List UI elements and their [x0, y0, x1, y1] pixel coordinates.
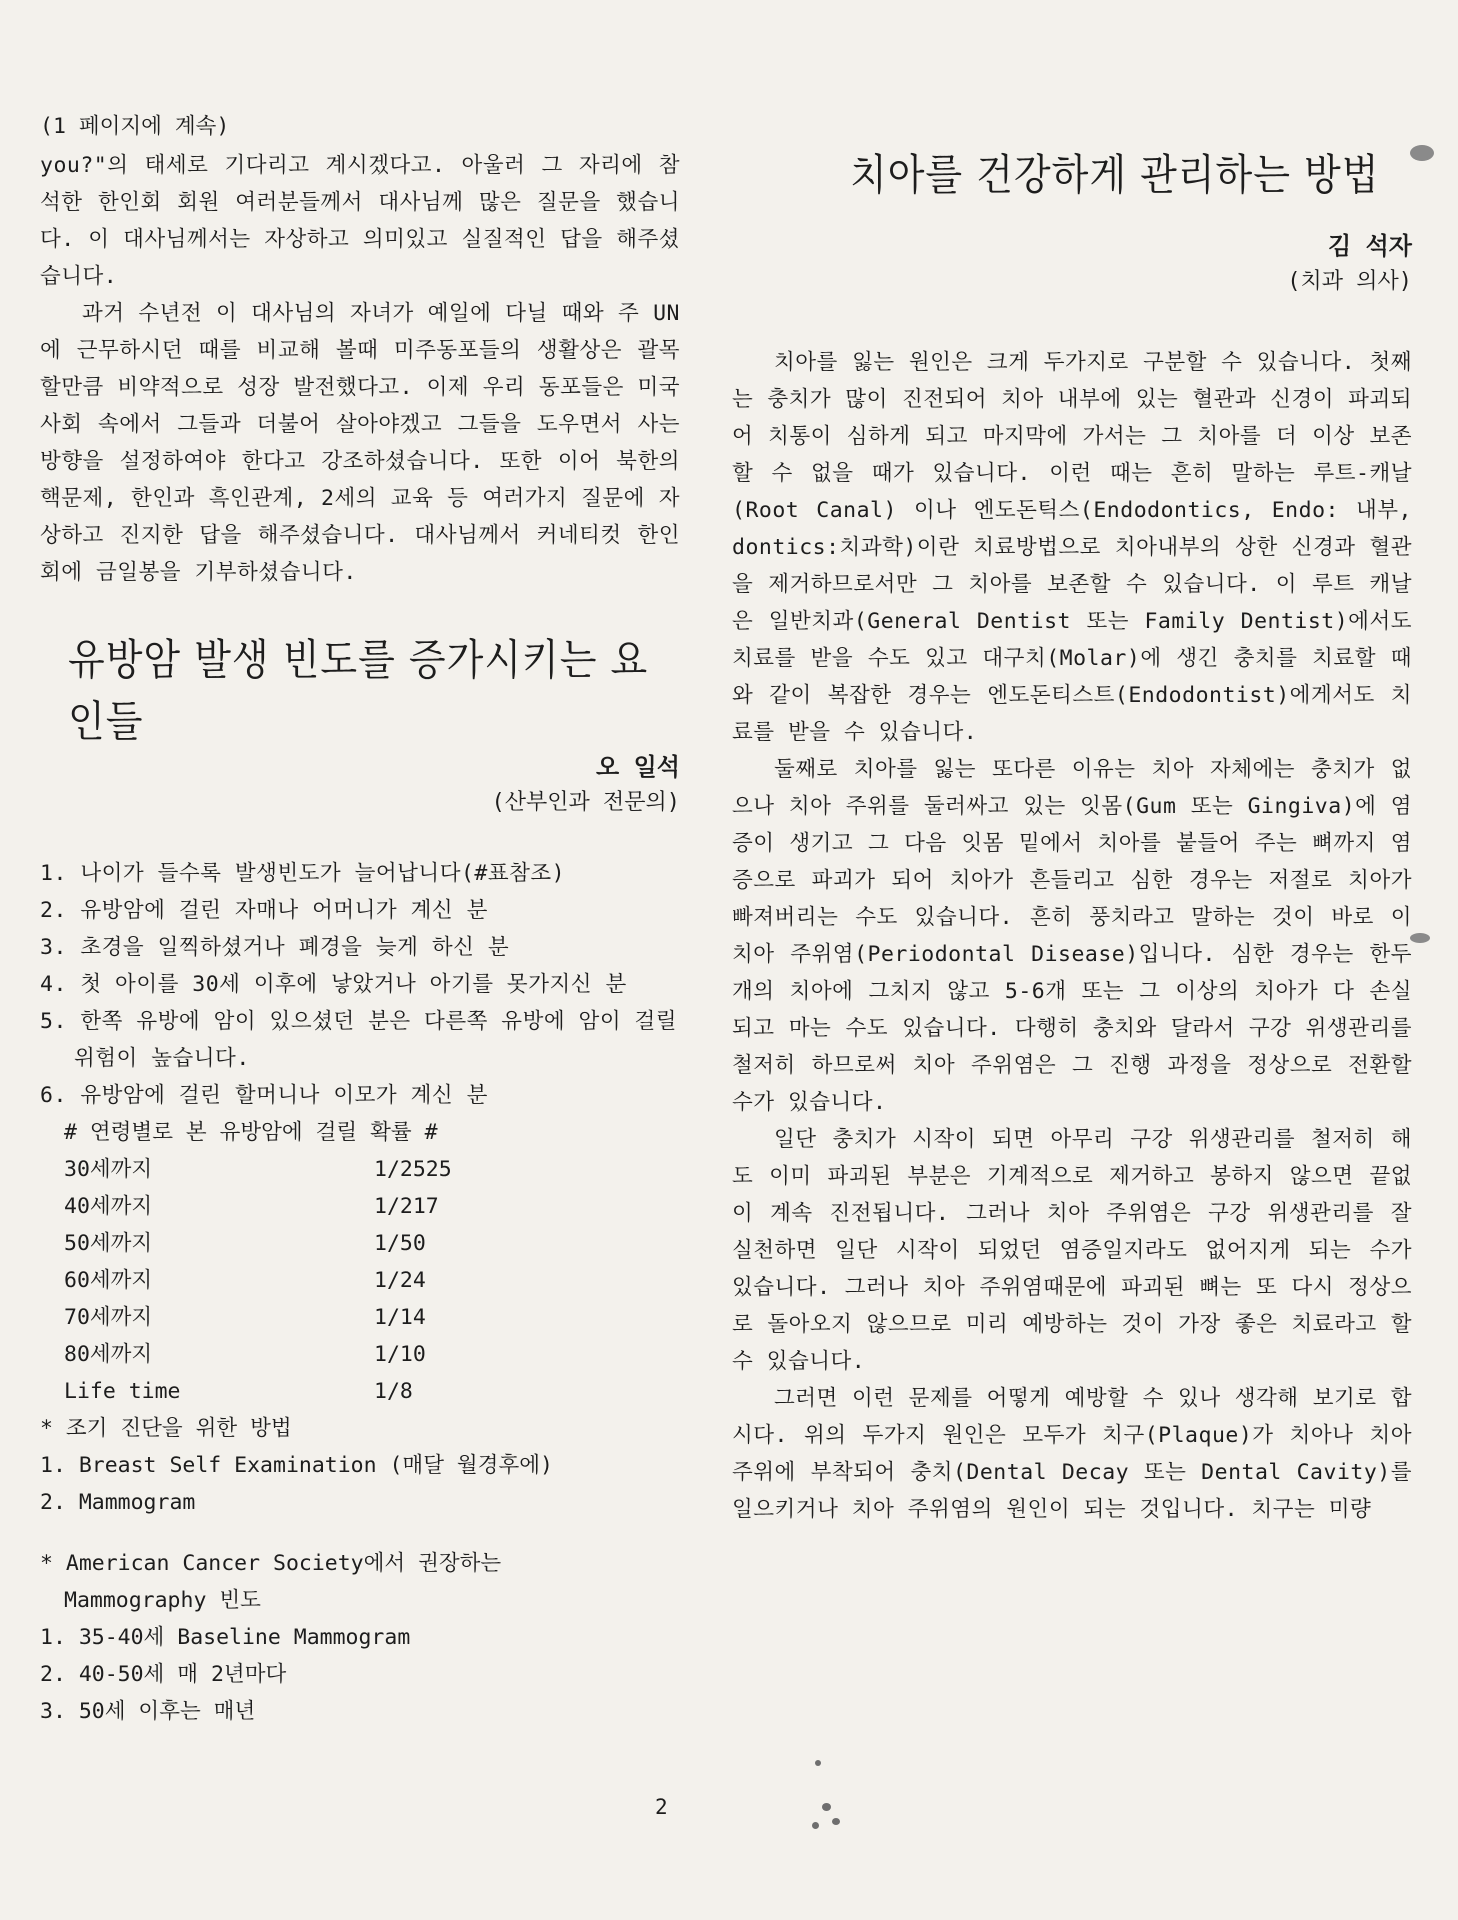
age-cell: 80세까지	[64, 1342, 153, 1367]
list-item: 6. 유방암에 걸린 할머니나 이모가 계신 분	[40, 1083, 488, 1108]
age-risk-table	[64, 1151, 452, 1410]
acs-item: 3. 50세 이후는 매년	[40, 1699, 256, 1724]
age-cell: 50세까지	[64, 1231, 153, 1256]
author-name: 김 석자	[1327, 232, 1412, 260]
early-method-item: 2. Mammogram	[40, 1490, 196, 1515]
early-detection-heading: * 조기 진단을 위한 방법	[40, 1416, 292, 1441]
acs-heading: * American Cancer Society에서 권장하는	[40, 1551, 502, 1576]
breast-cancer-article-title: 유방암 발생 빈도를 증가시키는 요인들	[68, 635, 649, 746]
risk-cell: 1/2525	[374, 1157, 452, 1182]
list-item: 4. 첫 아이를 30세 이후에 낳았거나 아기를 못가지신 분	[40, 972, 627, 997]
acs-heading-continued: Mammography 빈도	[64, 1588, 261, 1613]
article-paragraph: 일단 충치가 시작이 되면 아무리 구강 위생관리를 철저히 해도 이미 파괴된 부분은 기계적으로 제거하고 봉하지 않으면 끝없이 계속 진전됩니다. 그러나 치아 주위염은 구강 위생관리를 잘 실천하면 일단 시작이 되었던 염증일지라도 없어지게 되는 수가 있습니다. 그러나 치아 주위염때문에 파괴된 뼈는 또 다시 정상으로 돌아오지 않으므로 미리 예방하는 것이 가장 좋은 치료라고 할 수 있습니다.	[732, 1127, 1412, 1374]
age-cell: 60세까지	[64, 1268, 153, 1293]
age-cell: 30세까지	[64, 1157, 153, 1182]
table-row	[64, 1262, 452, 1299]
ink-spot	[1410, 145, 1434, 161]
table-row	[64, 1336, 452, 1373]
early-method-item: 1. Breast Self Examination (매달 월경후에)	[40, 1453, 553, 1478]
risk-factor-list	[40, 855, 680, 1114]
ink-spot	[832, 1818, 840, 1825]
risk-cell: 1/217	[374, 1194, 439, 1219]
age-table-heading: # 연령별로 본 유방암에 걸릴 확률 #	[64, 1120, 438, 1145]
table-row	[64, 1299, 452, 1336]
table-row	[64, 1151, 452, 1188]
dental-article-title: 치아를 건강하게 관리하는 방법	[850, 150, 1380, 200]
list-item: 3. 초경을 일찍하셨거나 폐경을 늦게 하신 분	[40, 935, 510, 960]
ink-spot	[815, 1760, 821, 1766]
risk-cell: 1/14	[374, 1305, 426, 1330]
article-paragraph: 그러면 이런 문제를 어떻게 예방할 수 있나 생각해 보기로 합시다. 위의 두가지 원인은 모두가 치구(Plaque)가 치아나 치아주위에 부착되어 충치(Dental Decay 또는 Dental Cavity)를 일으키거나 치아 주위염의 원인이 되는 것입니다. 치구는 미량	[732, 1386, 1412, 1522]
article-paragraph: 치아를 잃는 원인은 크게 두가지로 구분할 수 있습니다. 첫째는 충치가 많이 진전되어 치아 내부에 있는 혈관과 신경이 파괴되어 치통이 심하게 되고 마지막에 가서는 그 치아를 더 이상 보존할 수 없을 때가 있습니다. 이런 때는 흔히 말하는 루트-캐날(Root Canal) 이나 엔도돈틱스(Endodontics, Endo: 내부, dontics:치과학)이란 치료방법으로 치아내부의 상한 신경과 혈관을 제거하므로서만 그 치아를 보존할 수 있습니다. 이 루트 캐날은 일반치과(General Dentist 또는 Family Dentist)에서도 치료를 받을 수도 있고 대구치(Molar)에 생긴 충치를 치료할 때와 같이 복잡한 경우는 엔도돈티스트(Endodontist)에게서도 치료를 받을 수 있습니다.	[732, 350, 1412, 745]
article-paragraph: 과거 수년전 이 대사님의 자녀가 예일에 다닐 때와 주 UN에 근무하시던 때를 비교해 볼때 미주동포들의 생활상은 괄목할만큼 비약적으로 성장 발전했다고. 이제 우리 동포들은 미국 사회 속에서 그들과 더불어 살아야겠고 그들을 도우면서 사는 방향을 설정하여야 한다고 강조하셨습니다. 또한 이어 북한의 핵문제, 한인과 흑인관계, 2세의 교육 등 여러가지 질문에 자상하고 진지한 답을 해주셨습니다. 대사님께서 커네티컷 한인회에 금일봉을 기부하셨습니다.	[40, 301, 680, 585]
left-column	[40, 108, 680, 1730]
risk-cell: 1/10	[374, 1342, 426, 1367]
ink-spot	[822, 1803, 831, 1811]
list-item: 2. 유방암에 걸린 자매나 어머니가 계신 분	[40, 898, 488, 923]
table-row	[64, 1373, 452, 1410]
ink-spot	[1410, 933, 1430, 943]
table-row	[64, 1225, 452, 1262]
right-column	[732, 228, 1412, 1528]
author-title: (치과 의사)	[1287, 269, 1412, 294]
list-item: 5. 한쪽 유방에 암이 있으셨던 분은 다른쪽 유방에 암이 걸릴 위험이 높습니다.	[40, 1009, 678, 1071]
acs-item: 2. 40-50세 매 2년마다	[40, 1662, 287, 1687]
risk-cell: 1/50	[374, 1231, 426, 1256]
author-name: 오 일석	[595, 753, 680, 781]
age-cell: Life time	[64, 1379, 181, 1404]
continuation-note: (1 페이지에 계속)	[40, 114, 230, 139]
risk-cell: 1/24	[374, 1268, 426, 1293]
list-item: 1. 나이가 들수록 발생빈도가 늘어납니다(#표참조)	[40, 861, 566, 886]
table-row	[64, 1188, 452, 1225]
article-paragraph: 둘째로 치아를 잃는 또다른 이유는 치아 자체에는 충치가 없으나 치아 주위를 둘러싸고 있는 잇몸(Gum 또는 Gingiva)에 염증이 생기고 그 다음 잇몸 밑에서 치아를 붙들어 주는 뼈까지 염증으로 파괴가 되어 치아가 흔들리고 심한 경우는 저절로 치아가 빠져버리는 수도 있습니다. 흔히 풍치라고 말하는 것이 바로 이 치아 주위염(Periodontal Disease)입니다. 심한 경우는 한두개의 치아에 그치지 않고 5-6개 또는 그 이상의 치아가 다 손실되고 마는 수도 있습니다. 다행히 충치와 달라서 구강 위생관리를 철저히 하므로써 치아 주위염은 그 진행 과정을 정상으로 전환할 수가 있습니다.	[732, 757, 1412, 1115]
age-cell: 70세까지	[64, 1305, 153, 1330]
acs-item: 1. 35-40세 Baseline Mammogram	[40, 1625, 411, 1650]
author-title: (산부인과 전문의)	[491, 790, 680, 815]
ink-spot	[812, 1822, 819, 1829]
age-cell: 40세까지	[64, 1194, 153, 1219]
article-paragraph: you?"의 태세로 기다리고 계시겠다고. 아울러 그 자리에 참석한 한인회 회원 여러분들께서 대사님께 많은 질문을 했습니다. 이 대사님께서는 자상하고 의미있고 실질적인 답을 해주셨습니다.	[40, 153, 680, 289]
risk-cell: 1/8	[374, 1379, 413, 1404]
page-number: 2	[655, 1795, 668, 1819]
